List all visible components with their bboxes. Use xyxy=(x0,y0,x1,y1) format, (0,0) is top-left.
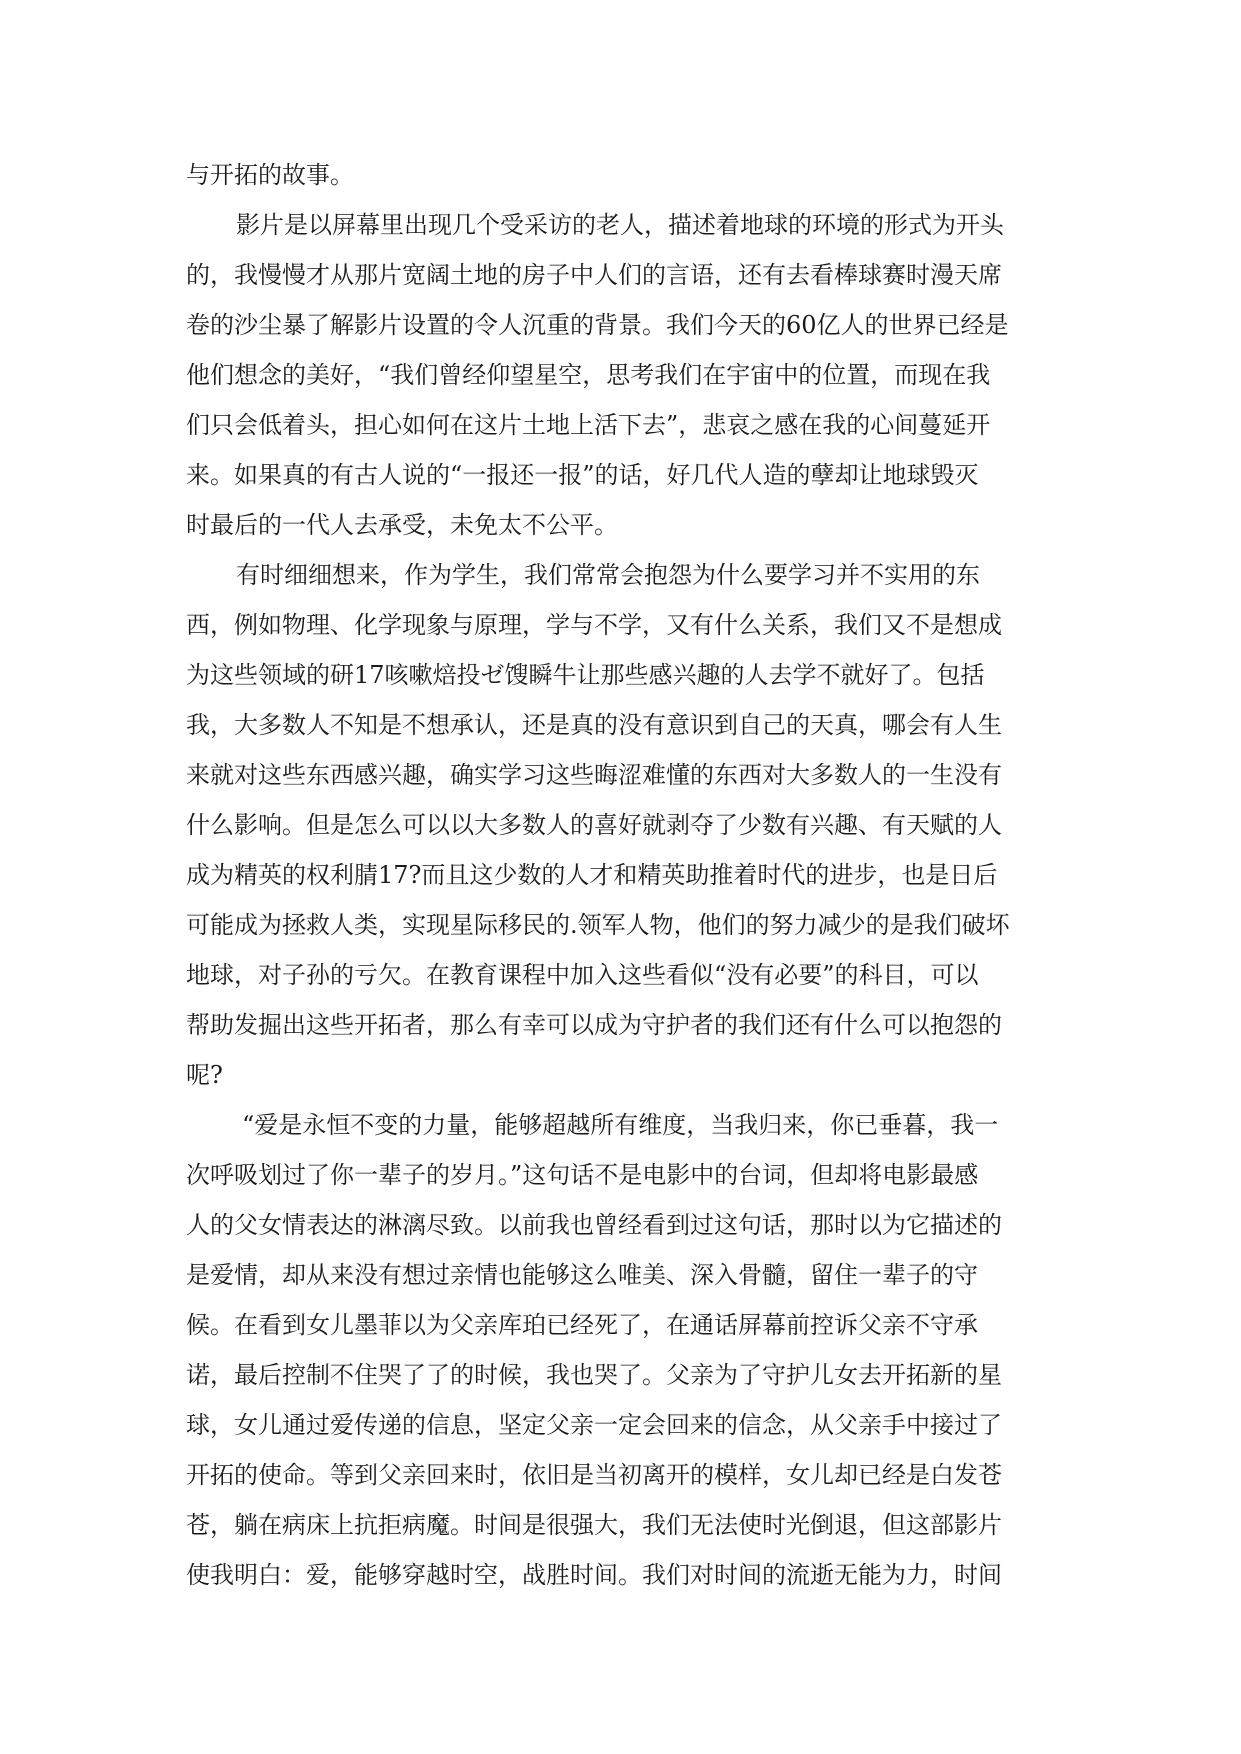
text-line: 与开拓的故事。 xyxy=(186,161,354,189)
text-line: 是爱情，却从来没有想过亲情也能够这么唯美、深入骨髓，留住一辈子的守 xyxy=(186,1261,978,1289)
paragraph-start-line: “爱是永恒不变的力量，能够超越所有维度，当我归来，你已垂暮，我一 xyxy=(242,1111,999,1139)
text-line: 帮助发掘出这些开拓者，那么有幸可以成为守护者的我们还有什么可以抱怨的 xyxy=(186,1011,1002,1039)
paragraph-start-line: 影片是以屏幕里出现几个受采访的老人，描述着地球的环境的形式为开头 xyxy=(236,211,1004,239)
text-line: 苍，躺在病床上抗拒病魔。时间是很强大，我们无法使时光倒退，但这部影片 xyxy=(186,1511,1002,1539)
text-line: 成为精英的权利腈17?而且这少数的人才和精英助推着时代的进步，也是日后 xyxy=(186,861,998,889)
body-text xyxy=(186,150,1066,1600)
text-line: 时最后的一代人去承受，未免太不公平。 xyxy=(186,511,618,539)
text-line: 开拓的使命。等到父亲回来时，依旧是当初离开的模样，女儿却已经是白发苍 xyxy=(186,1461,1002,1489)
text-line: 为这些领域的研17咳嗽焙投ゼ馊瞬牛让那些感兴趣的人去学不就好了。包括 xyxy=(186,661,985,689)
text-line: 诺，最后控制不住哭了了的时候，我也哭了。父亲为了守护儿女去开拓新的星 xyxy=(186,1361,1002,1389)
text-line: 呢? xyxy=(186,1061,223,1089)
text-line: 候。在看到女儿墨菲以为父亲库珀已经死了，在通话屏幕前控诉父亲不守承 xyxy=(186,1311,978,1339)
text-line: 地球，对子孙的亏欠。在教育课程中加入这些看似“没有必要”的科目，可以 xyxy=(186,961,979,989)
text-line: 次呼吸划过了你一辈子的岁月。”这句话不是电影中的台词，但却将电影最感 xyxy=(186,1161,979,1189)
text-line: 卷的沙尘暴了解影片设置的令人沉重的背景。我们今天的60亿人的世界已经是 xyxy=(186,311,1009,339)
paragraph-start-line: 有时细细想来，作为学生，我们常常会抱怨为什么要学习并不实用的东 xyxy=(236,561,980,589)
text-line: 西，例如物理、化学现象与原理，学与不学，又有什么关系，我们又不是想成 xyxy=(186,611,1002,639)
text-line: 球，女儿通过爱传递的信息，坚定父亲一定会回来的信念，从父亲手中接过了 xyxy=(186,1411,1002,1439)
text-line: 们只会低着头，担心如何在这片土地上活下去”，悲哀之感在我的心间蔓延开 xyxy=(186,411,991,439)
text-line: 可能成为拯救人类，实现星际移民的.领军人物，他们的努力减少的是我们破坏 xyxy=(186,911,1010,939)
text-line: 他们想念的美好，“我们曾经仰望星空，思考我们在宇宙中的位置，而现在我 xyxy=(186,361,991,389)
text-line: 人的父女情表达的淋漓尽致。以前我也曾经看到过这句话，那时以为它描述的 xyxy=(186,1211,1002,1239)
text-line: 我，大多数人不知是不想承认，还是真的没有意识到自己的天真，哪会有人生 xyxy=(186,711,1002,739)
text-line: 使我明白：爱，能够穿越时空，战胜时间。我们对时间的流逝无能为力，时间 xyxy=(186,1561,1002,1589)
text-line: 来就对这些东西感兴趣，确实学习这些晦涩难懂的东西对大多数人的一生没有 xyxy=(186,761,1002,789)
text-line: 来。如果真的有古人说的“一报还一报”的话，好几代人造的孽却让地球毁灭 xyxy=(186,461,979,489)
text-line: 什么影响。但是怎么可以以大多数人的喜好就剥夺了少数有兴趣、有天赋的人 xyxy=(186,811,1002,839)
text-line: 的，我慢慢才从那片宽阔土地的房子中人们的言语，还有去看棒球赛时漫天席 xyxy=(186,261,1002,289)
